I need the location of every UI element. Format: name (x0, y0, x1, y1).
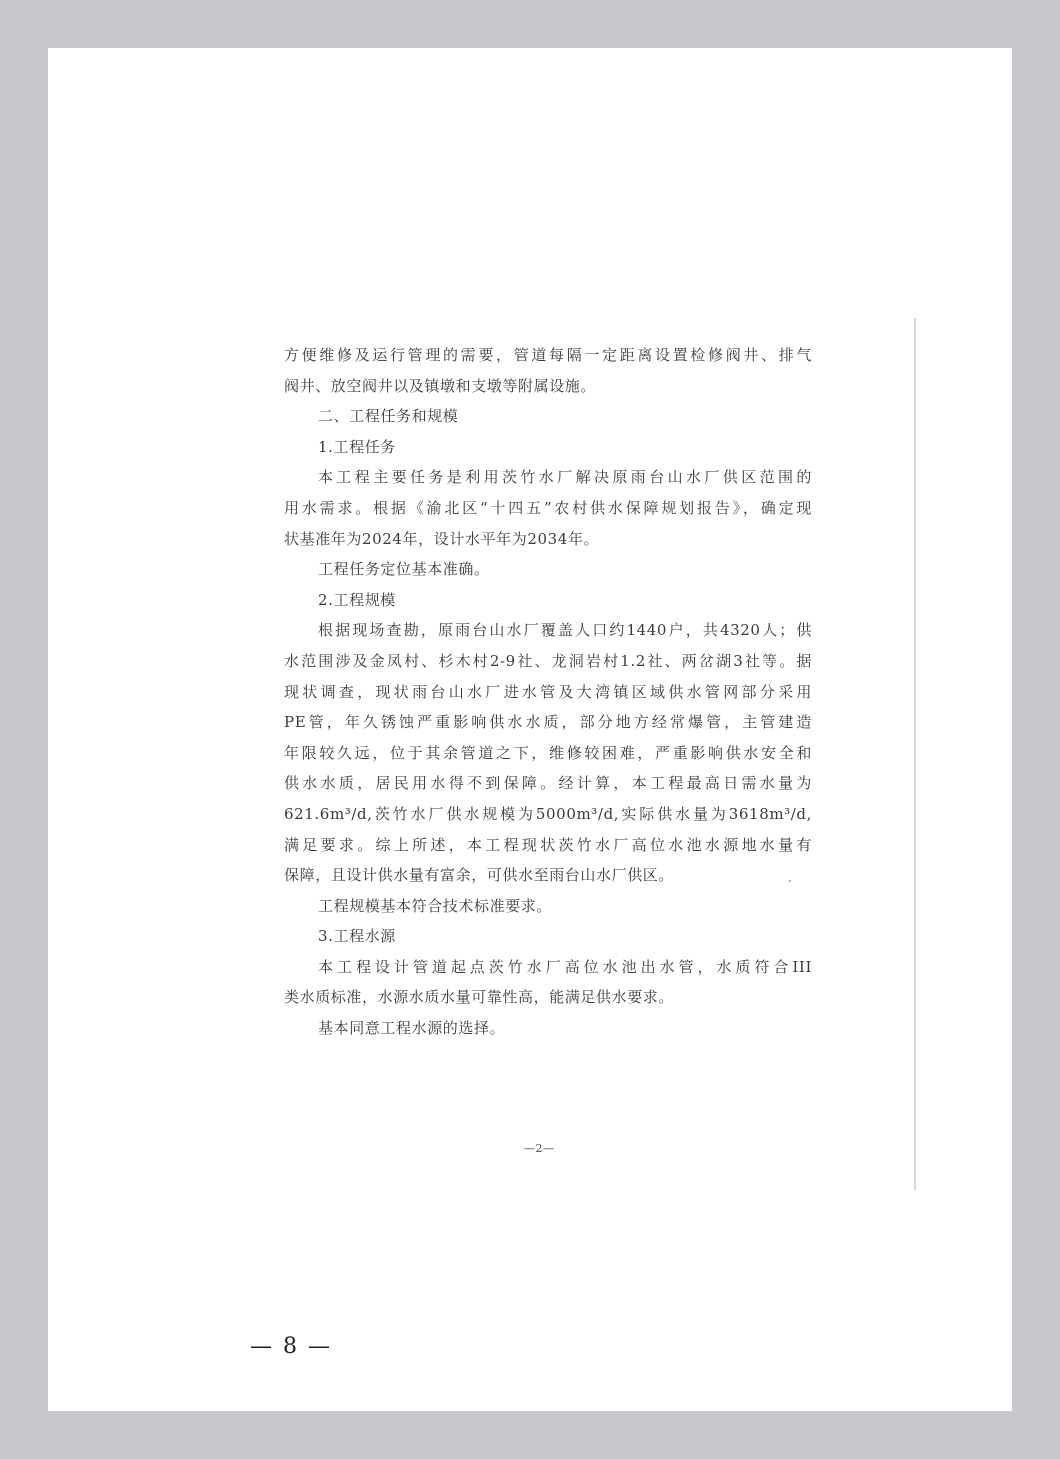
paragraph-line: 类水质标准，水源水质水量可靠性高，能满足供水要求。 (284, 988, 675, 1007)
outer-page-number: — 8 — (250, 1334, 332, 1359)
document-body (284, 340, 812, 1044)
paragraph-line: 供水水质，居民用水得不到保障。经计算，本工程最高日需水量为 (284, 774, 812, 793)
paragraph-line: 现状调查，现状雨台山水厂进水管及大湾镇区域供水管网部分采用 (284, 682, 812, 701)
paragraph-line: PE管，年久锈蚀严重影响供水水质，部分地方经常爆管，主管建造 (284, 713, 812, 732)
paragraph-line: 满足要求。综上所述，本工程现状茨竹水厂高位水池水源地水量有 (284, 835, 812, 854)
paragraph-line: 保障，且设计供水量有富余，可供水至雨台山水厂供区。 (284, 866, 675, 885)
paragraph-line: 用水需求。根据《渝北区“十四五”农村供水保障规划报告》，确定现 (284, 498, 812, 517)
paragraph-line: 水范围涉及金凤村、杉木村2-9社、龙洞岩村1.2社、两岔湖3社等。据 (284, 651, 812, 670)
paragraph-line: 年限较久远，位于其余管道之下，维修较困难，严重影响供水安全和 (284, 743, 812, 762)
conclusion-line: 基本同意工程水源的选择。 (318, 1019, 506, 1038)
conclusion-line: 工程规模基本符合技术标准要求。 (318, 896, 553, 915)
paragraph-line: 方便维修及运行管理的需要，管道每隔一定距离设置检修阀井、排气 (284, 346, 812, 364)
subsection-heading: 3.工程水源 (318, 927, 396, 946)
paragraph-line: 本工程设计管道起点茨竹水厂高位水池出水管，水质符合III (318, 957, 812, 976)
subsection-heading: 1.工程任务 (318, 437, 396, 456)
subsection-heading: 2.工程规模 (318, 590, 396, 609)
document-page (48, 48, 1012, 1411)
paragraph-line: 根据现场查勘，原雨台山水厂覆盖人口约1440户，共4320人；供 (318, 621, 812, 640)
inner-page-number: —2— (524, 1142, 555, 1155)
paragraph-line: 本工程主要任务是利用茨竹水厂解决原雨台山水厂供区范围的 (318, 468, 812, 487)
scan-edge-line (914, 318, 916, 1190)
paragraph-line: 621.6m³/d,茨竹水厂供水规模为5000m³/d,实际供水量为3618m³/d, (284, 804, 812, 823)
paragraph-line: 状基准年为2024年，设计水平年为2034年。 (284, 529, 600, 548)
conclusion-line: 工程任务定位基本准确。 (318, 560, 490, 579)
section-title: 二、工程任务和规模 (318, 407, 459, 426)
paragraph-line: 阀井、放空阀井以及镇墩和支墩等附属设施。 (284, 376, 597, 395)
